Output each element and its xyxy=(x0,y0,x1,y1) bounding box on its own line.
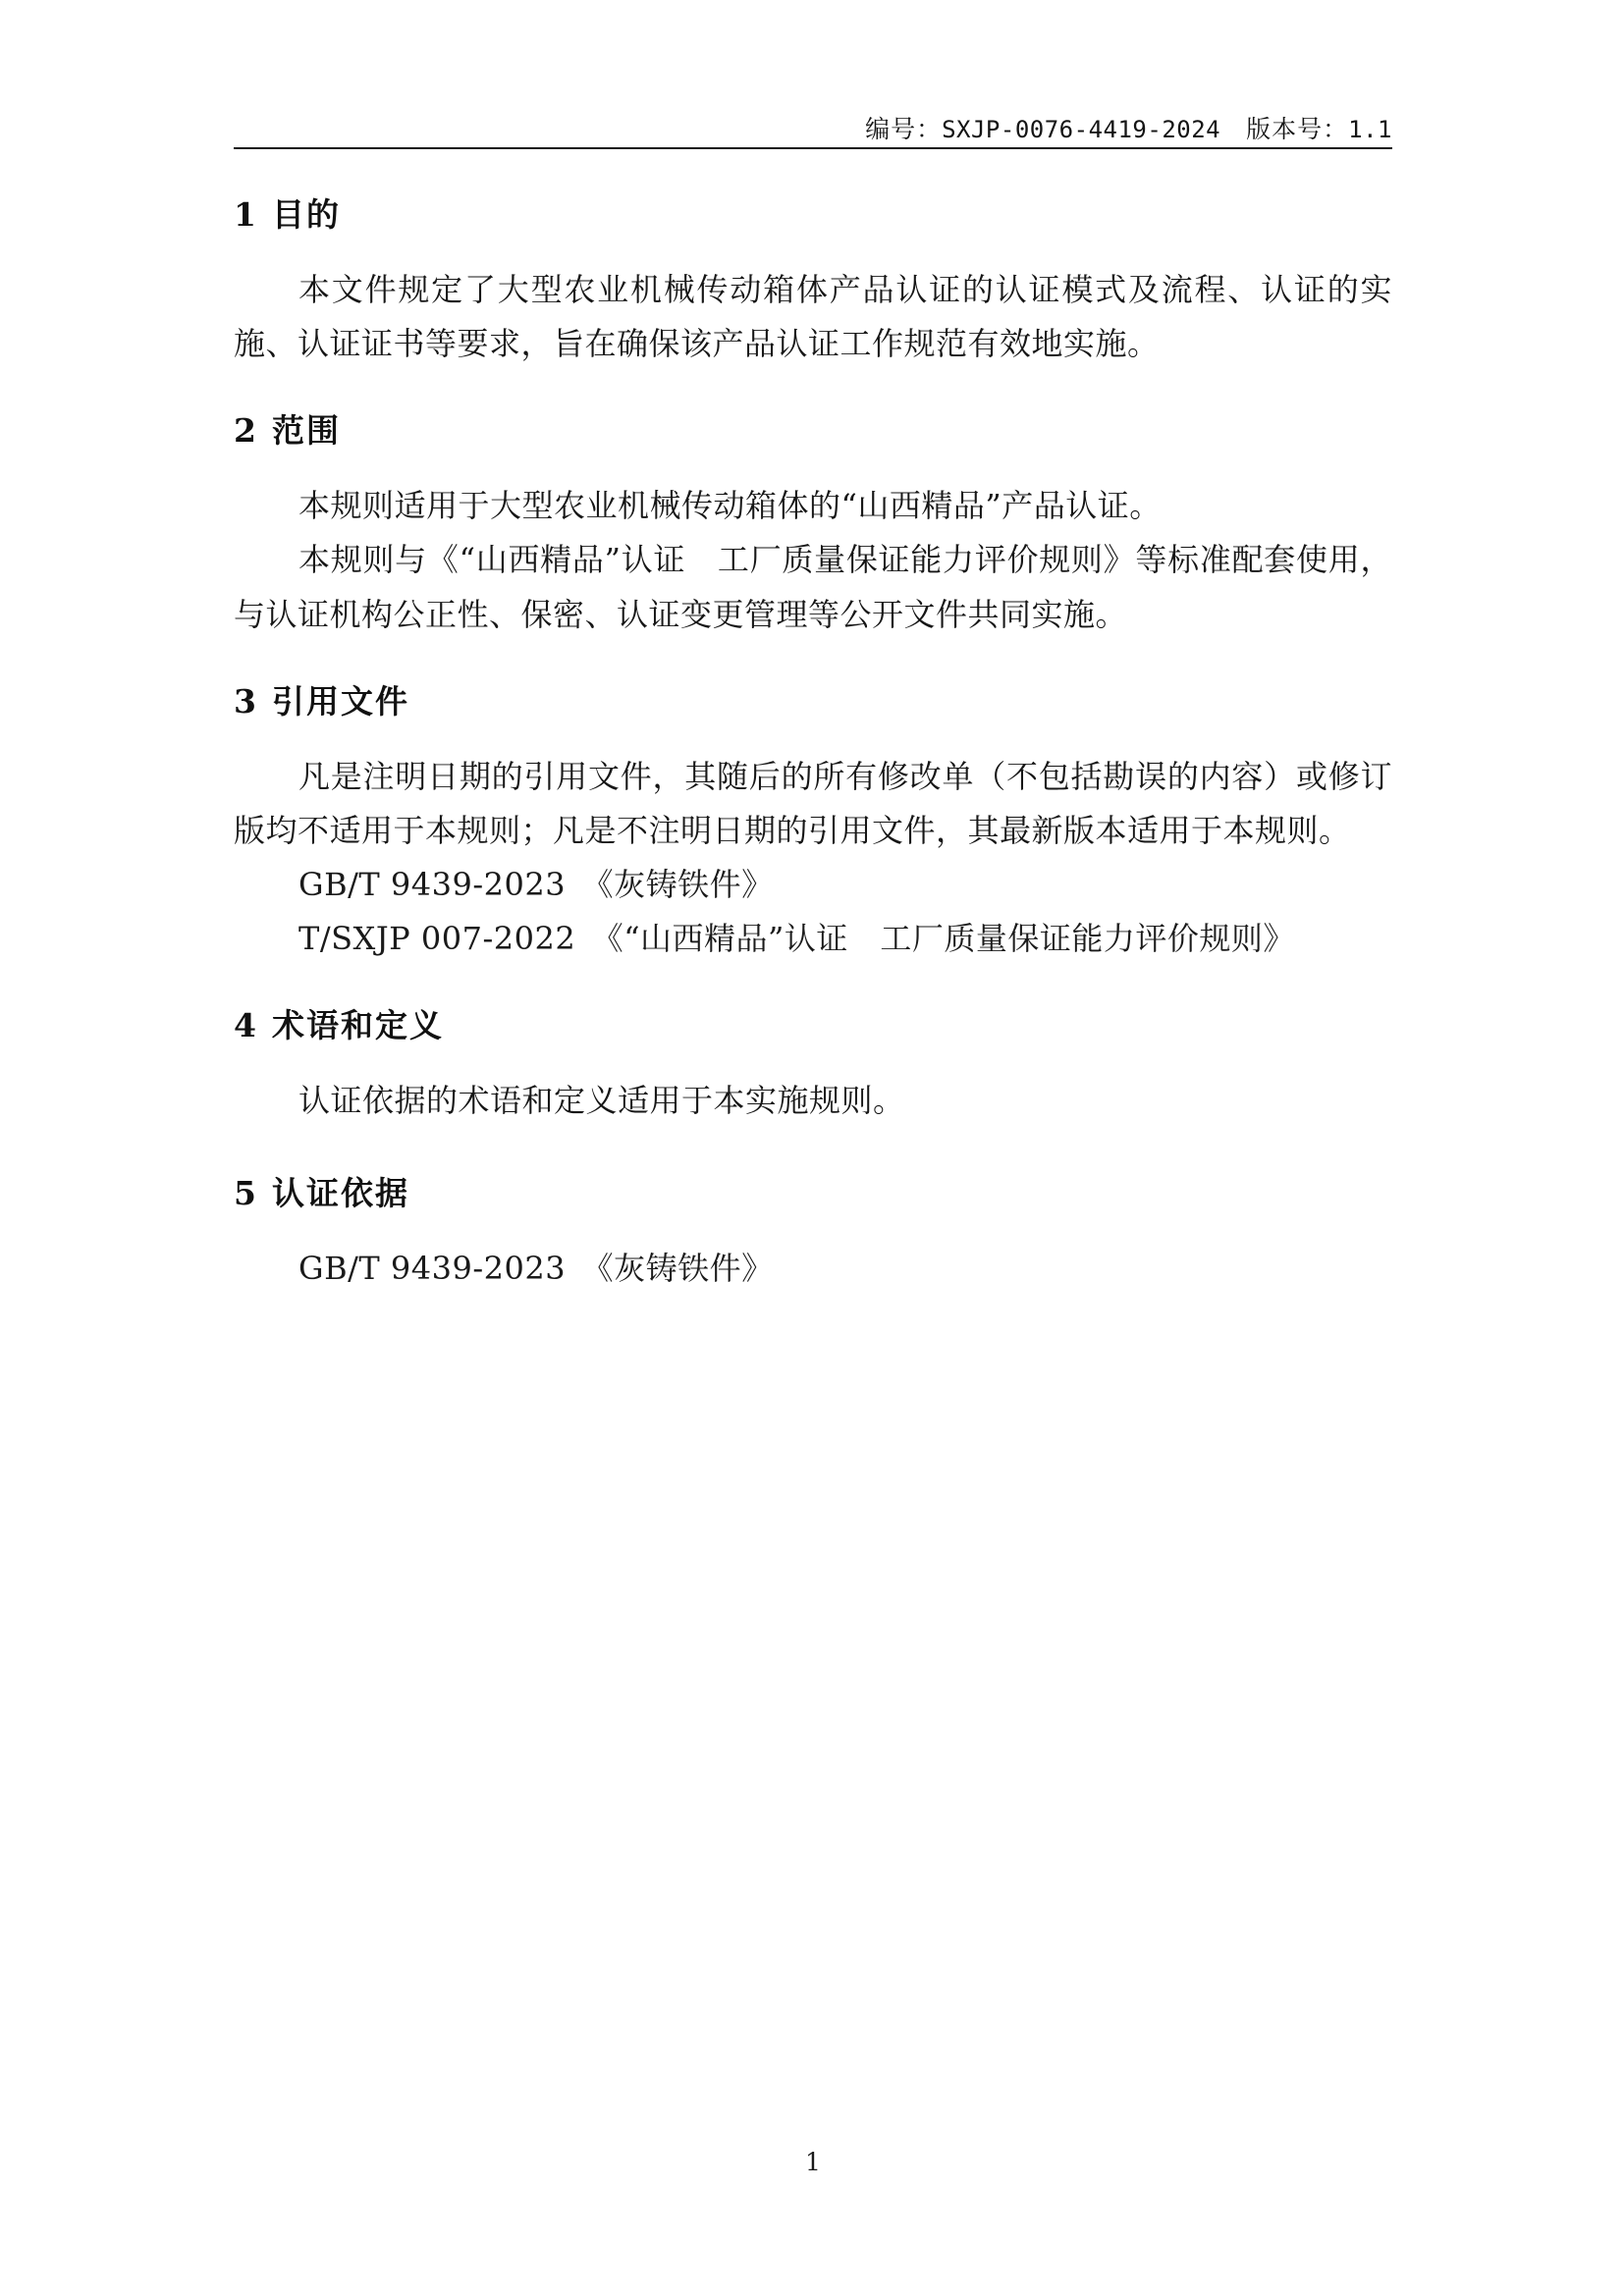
page-number: 1 xyxy=(805,2148,821,2176)
section-3-reference-2: T/SXJP 007-2022 《“山西精品”认证 工厂质量保证能力评价规则》 xyxy=(298,919,1295,957)
section-title-3: 引用文件 xyxy=(271,681,409,721)
section-number-3: 3 xyxy=(234,681,258,721)
section-2-paragraph-2: 本规则与《“山西精品”认证 工厂质量保证能力评价规则》等标准配套使用，与认证机构公正性、保密、认证变更管理等公开文件共同实施。 xyxy=(234,541,1392,633)
section-title-2: 范围 xyxy=(271,411,341,451)
section-heading-2 xyxy=(234,408,1392,454)
section-3-reference-1: GB/T 9439-2023 《灰铸铁件》 xyxy=(298,865,774,903)
section-number-1: 1 xyxy=(234,195,258,234)
header-version-value: 1.1 xyxy=(1348,116,1392,143)
page-header xyxy=(234,110,1392,145)
section-heading-5 xyxy=(234,1171,1392,1216)
section-title-1: 目的 xyxy=(271,195,341,234)
document-body xyxy=(234,192,1392,1296)
section-number-2: 2 xyxy=(234,411,258,451)
section-number-4: 4 xyxy=(234,1005,258,1044)
header-code-value: SXJP-0076-4419-2024 xyxy=(942,116,1221,143)
section-5-reference-1: GB/T 9439-2023 《灰铸铁件》 xyxy=(298,1250,774,1288)
section-2-paragraph-1: 本规则适用于大型农业机械传动箱体的“山西精品”产品认证。 xyxy=(298,487,1162,525)
header-code-label: 编号： xyxy=(865,115,943,143)
section-number-5: 5 xyxy=(234,1174,258,1213)
section-heading-3 xyxy=(234,679,1392,724)
section-3-paragraph-1: 凡是注明日期的引用文件，其随后的所有修改单（不包括勘误的内容）或修订版均不适用于本规则；凡是不注明日期的引用文件，其最新版本适用于本规则。 xyxy=(234,757,1392,849)
header-divider xyxy=(234,147,1392,149)
section-heading-4 xyxy=(234,1003,1392,1048)
header-version-label: 版本号： xyxy=(1246,115,1349,143)
section-title-5: 认证依据 xyxy=(271,1174,409,1213)
page-content xyxy=(234,0,1392,2296)
section-4-paragraph-1: 认证依据的术语和定义适用于本实施规则。 xyxy=(298,1082,905,1120)
section-title-4: 术语和定义 xyxy=(271,1005,444,1044)
section-1-paragraph-1: 本文件规定了大型农业机械传动箱体产品认证的认证模式及流程、认证的实施、认证证书等要求，旨在确保该产品认证工作规范有效地实施。 xyxy=(234,271,1392,363)
section-heading-1 xyxy=(234,192,1392,238)
